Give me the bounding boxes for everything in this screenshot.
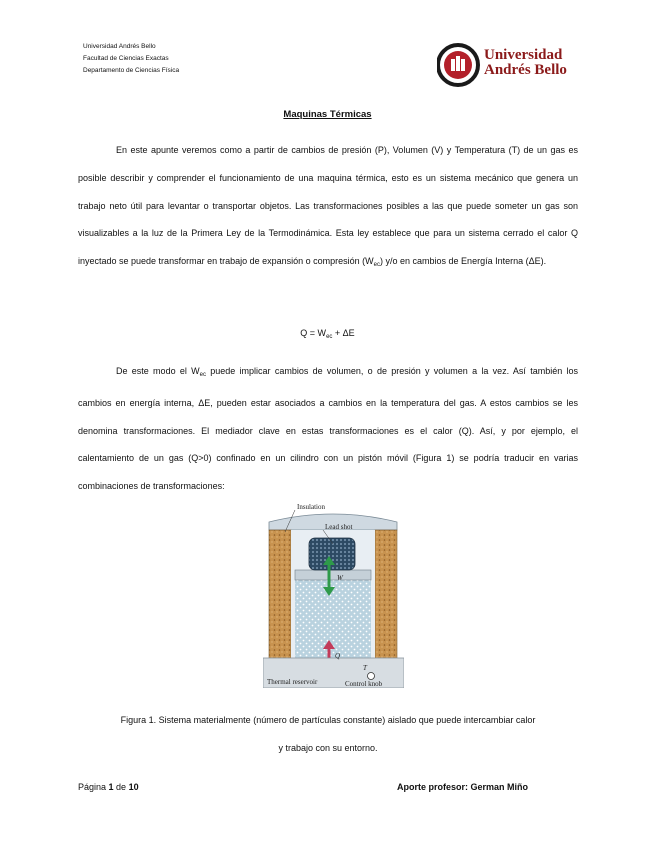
paragraph-transformations-text: De este modo el W [116,366,200,376]
caption-line2: y trabajo con su entorno. [278,743,378,753]
author-credit: Aporte profesor: German Miño [397,782,529,792]
subscript-ec-2: ec [199,372,206,378]
figure-label-temperature: T [363,664,367,672]
caption-line1: Figura 1. Sistema materialmente (número de partículas constante) aislado que puede intercambiar calor [120,715,536,725]
document-title: Maquinas Térmicas [283,109,372,120]
page-mid: de [113,782,129,792]
first-law-equation [0,328,655,340]
equation-right: + ΔE [332,328,355,338]
header-university: Universidad Andrés Bello [83,43,156,50]
figure-caption [78,706,578,762]
page-current: 1 [108,782,114,792]
page-total: 10 [128,782,139,792]
equation-left: Q = W [300,328,327,338]
figure-label-reservoir: Thermal reservoir [267,678,318,686]
piston-cylinder-figure [263,498,404,688]
paragraph-intro [78,137,578,280]
equation-subscript: ec [326,334,333,340]
piston-cylinder-diagram [263,498,404,688]
page-prefix: Página [78,782,109,792]
paragraph-transformations [78,358,578,501]
figure-label-work: W [337,574,343,582]
paragraph-intro-text-end: ) y/o en cambios de Energía Interna (ΔE). [380,256,547,267]
header-faculty: Facultad de Ciencias Exactas [83,55,169,62]
university-logo [437,39,577,91]
figure-label-lead-shot: Lead shot [325,523,353,531]
paragraph-intro-text: En este apunte veremos como a partir de cambios de presión (P), Volumen (V) y Temperatura (T) de un gas es posible describir y comprender el funcionamiento de una maquina térmica, esto es un sistema mecánico que genera un trabajo neto útil para levantar o transportar objetos. Las transformaciones posibles a las que puede someter un gas son visualizables a la luz de la Primera Ley de la Termodinámica. Esta ley establece que para un sistema cerrado el calor Q inyectado se puede transformar en trabajo de expansión o compresión (W [78,145,578,267]
figure-label-insulation: Insulation [297,503,325,511]
paragraph-transformations-text-end: puede implicar cambios de volumen, o de presión y volumen a la vez. Así también los cambios en energía interna, ΔE, pueden estar asociados a cambios en la temperatura del gas. A estos cambios se les denomina transformaciones. El mediador clave en estas transformaciones es el calor (Q). Así, y por ejemplo, el calentamiento de un gas (Q>0) confinado en un cilindro con un pistón móvil (Figura 1) se podría traducir en varias combinaciones de transformaciones: [78,366,578,492]
figure-label-heat: Q [335,652,341,660]
institution-header [83,41,179,77]
logo-text-line1: Universidad [484,47,563,63]
subscript-ec: ec [373,262,381,269]
page-number [78,782,139,792]
university-seal-icon [437,39,481,91]
figure-label-control-knob: Control knob [345,680,383,688]
logo-text-line2: Andrés Bello [484,62,567,78]
header-department: Departamento de Ciencias Física [83,67,180,74]
